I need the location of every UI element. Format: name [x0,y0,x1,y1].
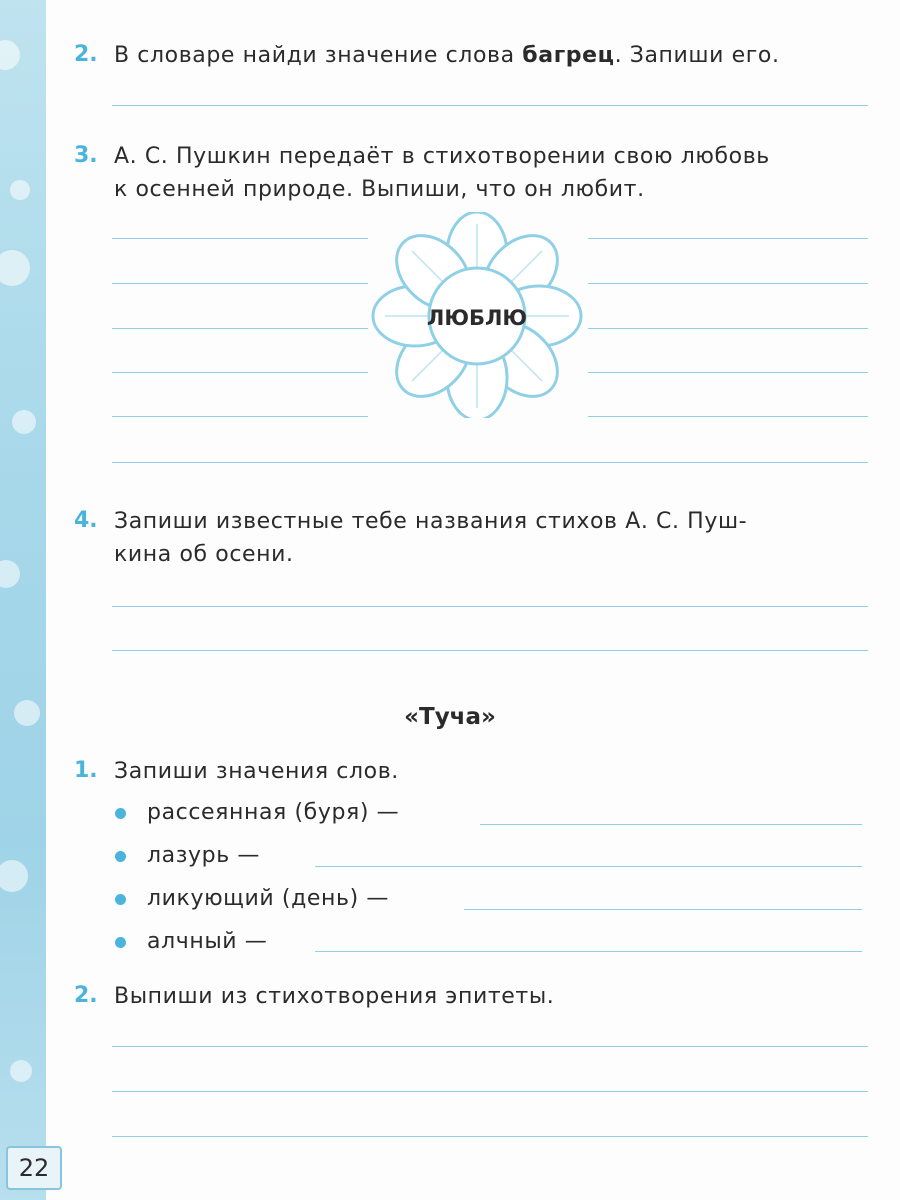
bullet-icon [115,937,126,948]
answer-line[interactable] [588,283,868,284]
flower-label: ЛЮБЛЮ [426,306,528,330]
task-text: . Запиши его. [614,43,780,68]
word-item: лазурь — [147,843,260,868]
answer-line[interactable] [588,372,868,373]
answer-line[interactable] [112,1136,868,1137]
task-4-line-1: Запиши известные тебе названия стихов А. С. Пуш- [114,509,748,534]
answer-line[interactable] [112,1046,868,1047]
section-title: «Туча» [404,704,496,730]
task-number: 2. [74,983,98,1008]
task-4-line-2: кина об осени. [114,542,294,567]
answer-line[interactable] [112,1091,868,1092]
answer-line[interactable] [112,606,868,607]
task-1-text: Запиши значения слов. [114,759,399,784]
answer-line[interactable] [112,416,368,417]
task-number: 4. [74,508,98,533]
answer-line[interactable] [480,824,862,825]
answer-line[interactable] [112,650,868,651]
answer-line[interactable] [464,909,862,910]
answer-line[interactable] [588,328,868,329]
bold-word: багрец [522,43,615,68]
answer-line[interactable] [315,866,862,867]
answer-line[interactable] [112,238,368,239]
word-item: рассеянная (буря) — [147,800,400,825]
answer-line[interactable] [112,328,368,329]
task-3-line-1: А. С. Пушкин передаёт в стихотворении свою любовь [114,144,770,169]
answer-line[interactable] [112,105,868,106]
bullet-icon [115,808,126,819]
task-text: В словаре найди значение слова [114,43,523,68]
task-number: 2. [74,42,98,67]
bullet-icon [115,894,126,905]
decorative-side-strip [0,0,46,1200]
answer-line[interactable] [112,462,868,463]
task-2-text [114,40,780,71]
page-number: 22 [6,1146,62,1190]
bullet-icon [115,851,126,862]
answer-line[interactable] [112,372,368,373]
word-item: ликующий (день) — [147,886,389,911]
answer-line[interactable] [588,238,868,239]
answer-line[interactable] [315,951,862,952]
task-2-text: Выпиши из стихотворения эпитеты. [114,984,555,1009]
answer-line[interactable] [588,416,868,417]
word-item: алчный — [147,929,268,954]
task-3-line-2: к осенней природе. Выпиши, что он любит. [114,177,645,202]
task-number: 3. [74,143,98,168]
task-number: 1. [74,758,98,783]
answer-line[interactable] [112,283,368,284]
